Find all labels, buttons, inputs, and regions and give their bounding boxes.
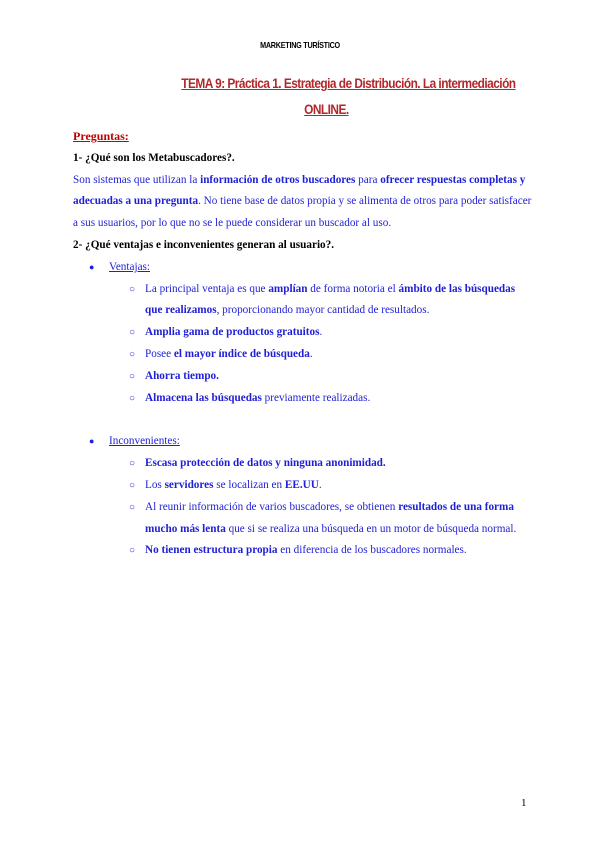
item-emphasis: Amplia gama de productos gratuitos [145, 326, 320, 339]
item-emphasis: No tienen estructura propia [145, 544, 278, 557]
answer-1-text: para [355, 173, 381, 186]
circle-bullet-icon: ○ [129, 458, 136, 470]
item-emphasis: Almacena las búsquedas [145, 391, 262, 404]
list-item [73, 453, 533, 475]
item-text: Posee [145, 347, 174, 360]
list-item [73, 279, 533, 323]
question-2: 2- ¿Qué ventajas e inconvenientes generan al usuario?. [73, 238, 335, 251]
circle-bullet-icon: ○ [129, 348, 136, 360]
advantages-sublist [73, 279, 533, 410]
page-header: MARKETING TURÍSTICO [260, 40, 340, 50]
item-emphasis: EE.UU [284, 478, 319, 491]
item-text: . [318, 478, 322, 491]
document-body [73, 126, 533, 562]
item-emphasis: el mayor índice de búsqueda [173, 347, 310, 360]
answer-1-emphasis: información de otros buscadores [200, 173, 356, 186]
item-emphasis: Escasa protección de datos y ninguna anonimidad. [145, 457, 386, 470]
spacer [73, 409, 533, 431]
list-item [73, 497, 533, 541]
page-number: 1 [521, 797, 527, 809]
answer-1-emphasis: ofrecer respuestas completas y adecuadas a una pregunta [73, 173, 526, 208]
item-text: previamente realizadas. [261, 391, 371, 404]
answer-1-text: . No tiene base de datos propia y se alimenta de otros para poder satisfacer a sus usuarios, por lo que no se le puede considerar un buscador al uso. [73, 195, 532, 230]
item-text: Al reunir información de varios buscadores, se obtienen [145, 500, 399, 513]
document-title-line-2: ONLINE. [304, 102, 349, 117]
item-text: que si se realiza una búsqueda en un motor de búsqueda normal. [225, 522, 517, 535]
item-text: La principal ventaja es que [145, 282, 269, 295]
answer-1-text: Son sistemas que utilizan la [73, 173, 201, 186]
circle-bullet-icon: ○ [129, 479, 136, 491]
advantages-label: Ventajas: [109, 260, 151, 273]
advantages-item [73, 257, 533, 410]
item-text: Los [145, 478, 165, 491]
document-title-line-1: TEMA 9: Práctica 1. Estrategia de Distribución. La intermediación [181, 76, 516, 91]
question-1: 1- ¿Qué son los Metabuscadores?. [73, 151, 235, 164]
disadvantages-item [73, 431, 533, 562]
list-item [73, 366, 533, 388]
advantages-list [73, 257, 533, 410]
item-emphasis: Ahorra tiempo. [145, 369, 219, 382]
circle-bullet-icon: ○ [129, 392, 136, 404]
circle-bullet-icon: ○ [129, 501, 136, 513]
item-text: en diferencia de los buscadores normales. [277, 544, 467, 557]
disadvantages-sublist [73, 453, 533, 562]
item-emphasis: ámbito de las búsquedas que realizamos [145, 282, 516, 317]
item-text: . [319, 326, 323, 339]
item-emphasis: resultados de una forma mucho más lenta [145, 500, 514, 535]
list-item [73, 388, 533, 410]
section-heading: Preguntas: [73, 129, 129, 143]
list-item [73, 344, 533, 366]
item-text: , proporcionando mayor cantidad de resultados. [216, 304, 430, 317]
circle-bullet-icon: ○ [129, 545, 136, 557]
circle-bullet-icon: ○ [129, 283, 136, 295]
bullet-icon: ● [89, 436, 95, 447]
circle-bullet-icon: ○ [129, 327, 136, 339]
list-item [73, 540, 533, 562]
disadvantages-label: Inconvenientes: [109, 435, 180, 448]
circle-bullet-icon: ○ [129, 370, 136, 382]
item-emphasis: servidores [164, 478, 214, 491]
bullet-icon: ● [89, 261, 95, 272]
disadvantages-list [73, 431, 533, 562]
list-item [73, 475, 533, 497]
item-text: de forma notoria el [307, 282, 399, 295]
item-text: se localizan en [213, 478, 285, 491]
list-item [73, 322, 533, 344]
item-emphasis: amplían [268, 282, 308, 295]
answer-1 [73, 170, 533, 235]
item-text: . [309, 347, 313, 360]
